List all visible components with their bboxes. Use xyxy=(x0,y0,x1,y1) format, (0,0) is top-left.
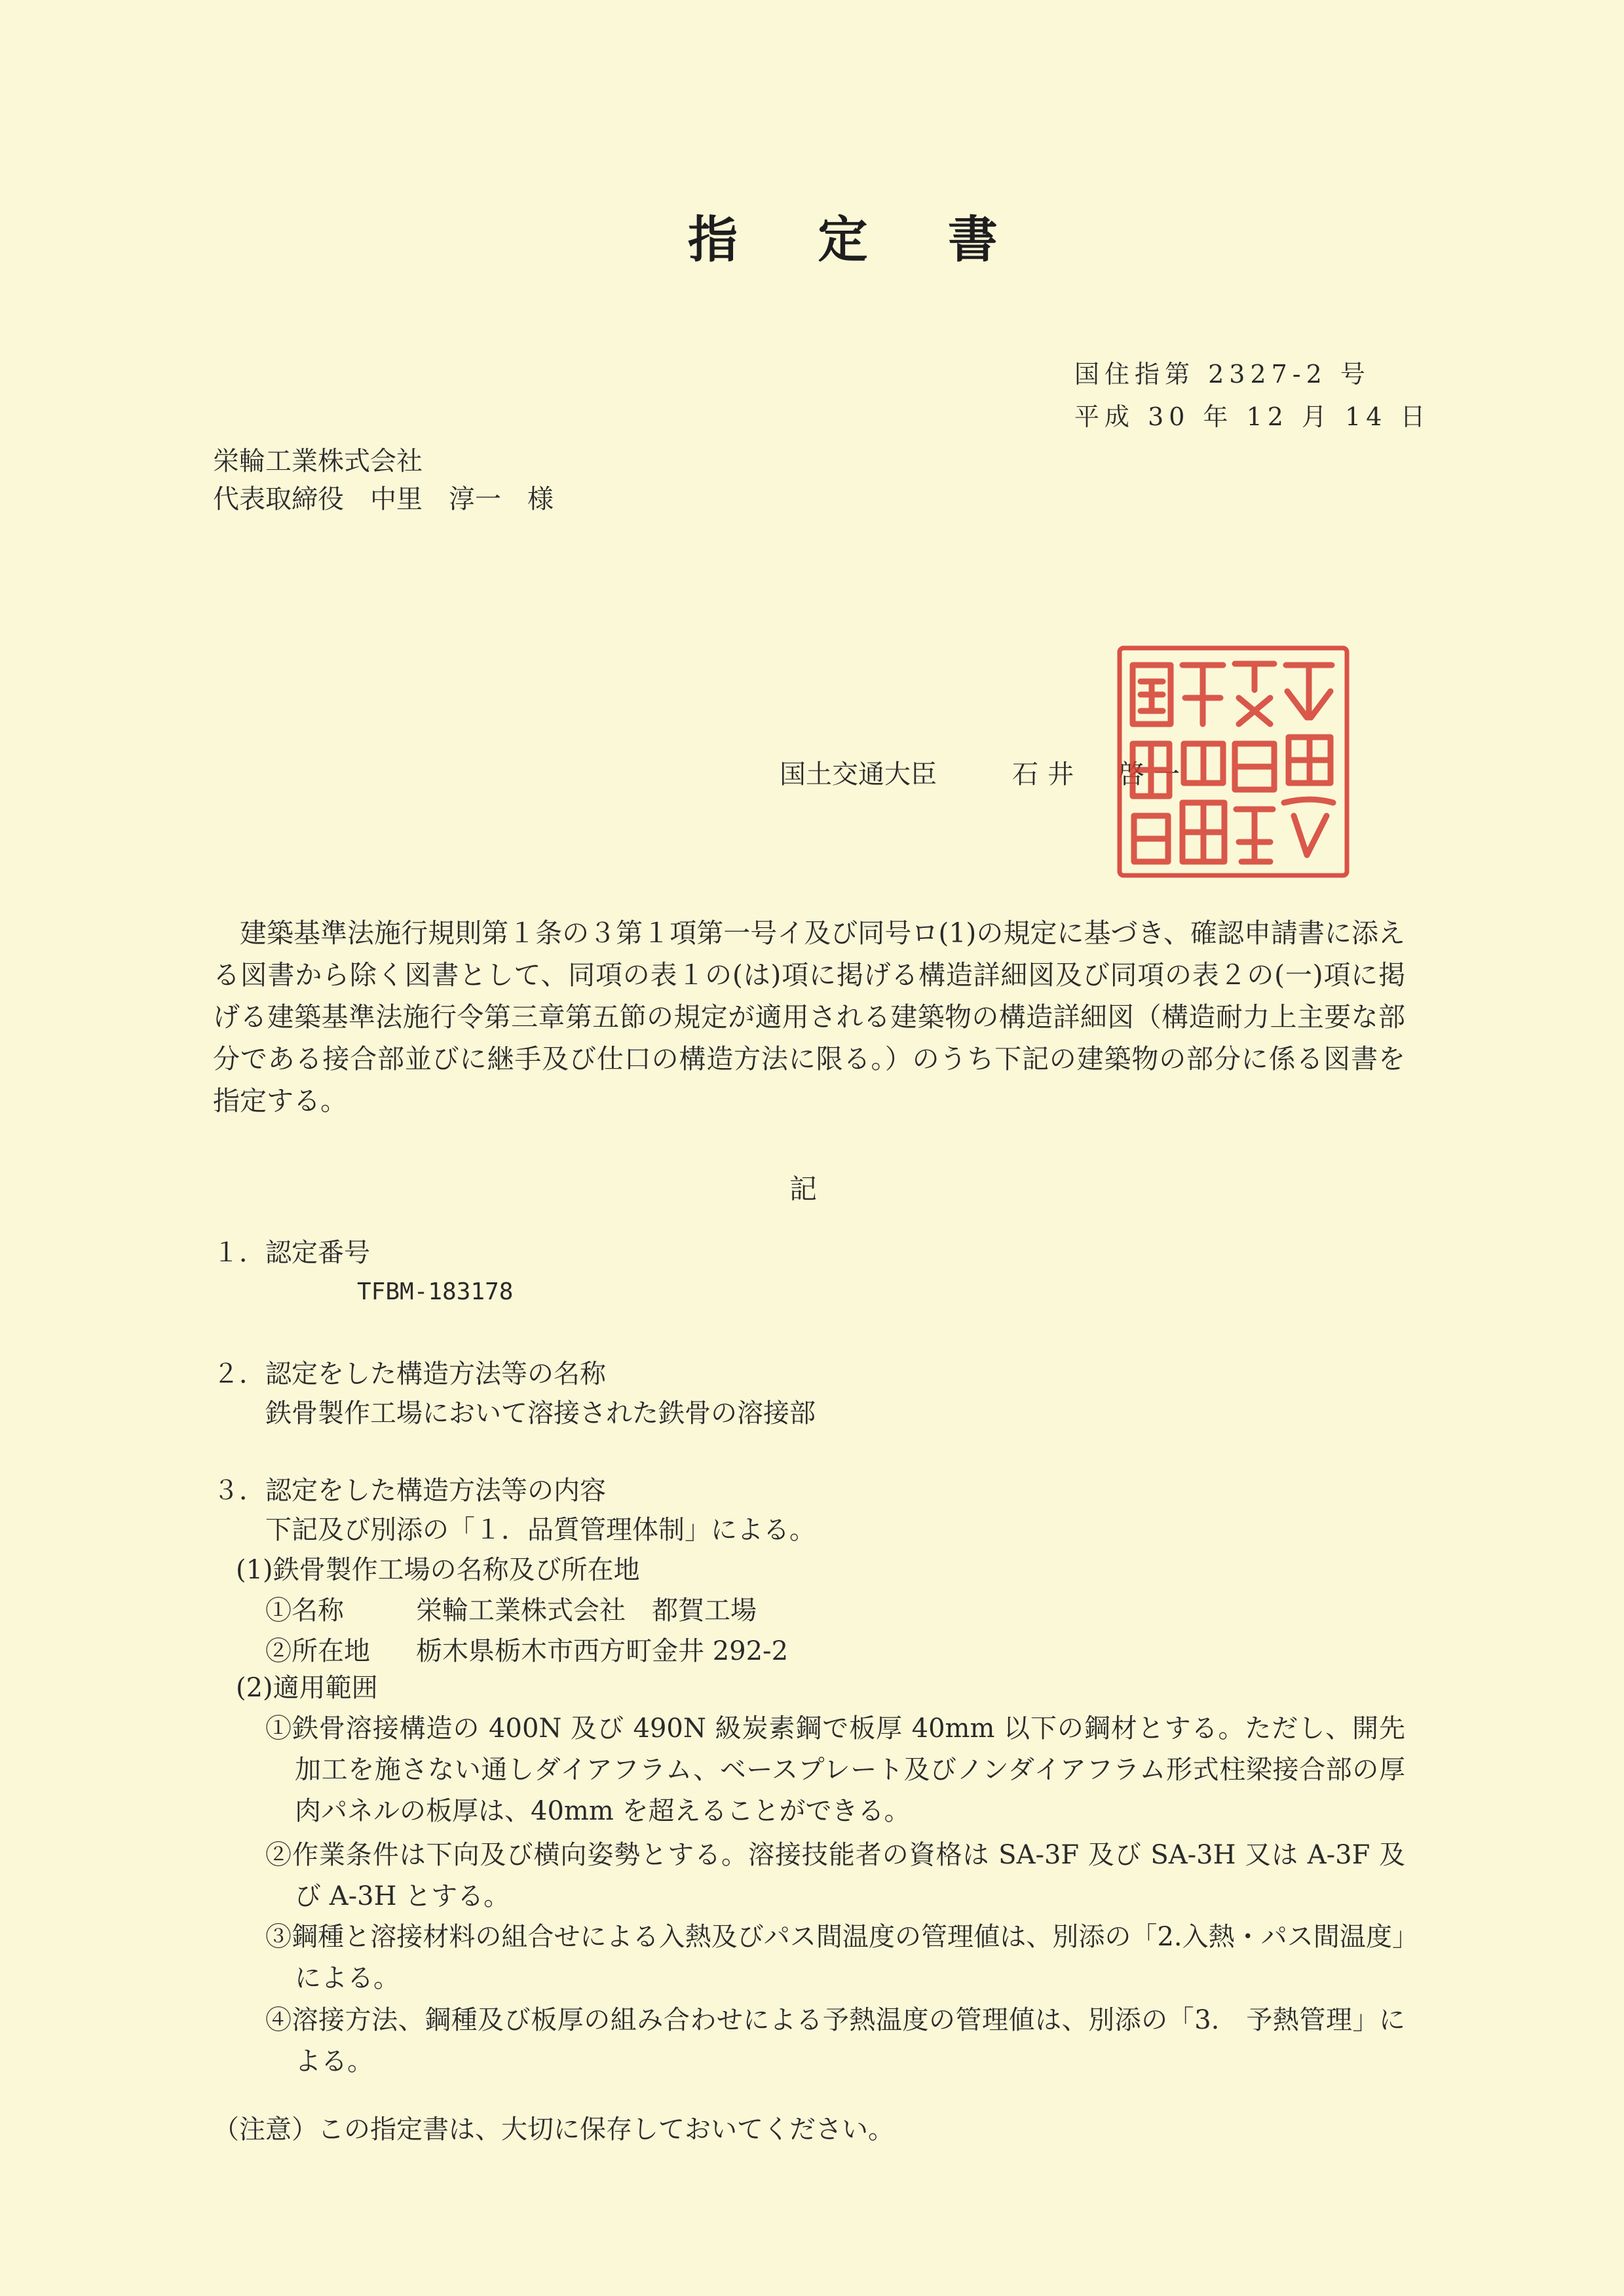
factory-address-row xyxy=(236,1631,788,1672)
section-method-name xyxy=(213,1354,816,1433)
section-heading: 認定をした構造方法等の内容 xyxy=(265,1476,606,1506)
scope-item-text: ②作業条件は下向及び横向姿勢とする。溶接技能者の資格は SA-3F 及び SA-3H 又は A-3F 及び A-3H とする。 xyxy=(265,1840,1405,1911)
section-certification-number xyxy=(213,1233,513,1312)
section-heading: 認定をした構造方法等の名称 xyxy=(265,1359,606,1389)
factory-address-label: ②所在地 xyxy=(265,1636,370,1666)
section-number: ３． xyxy=(213,1476,265,1506)
scope-heading: (2)適用範囲 xyxy=(236,1673,378,1703)
issuer-name: 石井 啓一 xyxy=(1012,759,1189,790)
scope-item xyxy=(265,2000,1405,2082)
section-heading: 認定番号 xyxy=(265,1238,370,1268)
factory-name-label: ①名称 xyxy=(265,1596,344,1626)
factory-address-value: 栃木県栃木市西方町金井 292-2 xyxy=(416,1636,789,1666)
section-number: １． xyxy=(213,1238,265,1268)
section-value: 鉄骨製作工場において溶接された鉄骨の溶接部 xyxy=(265,1398,816,1428)
main-paragraph xyxy=(213,912,1405,1122)
recipient-company: 栄輪工業株式会社 xyxy=(213,446,423,476)
factory-name-row xyxy=(236,1590,788,1631)
scope-item xyxy=(265,1708,1405,1832)
section-value: 下記及び別添の「１．品質管理体制」による。 xyxy=(265,1515,816,1545)
factory-block xyxy=(236,1550,788,1672)
ki-heading: 記 xyxy=(789,1173,818,1205)
issuer-title: 国土交通大臣 xyxy=(780,759,937,790)
scope-item xyxy=(265,1917,1405,1999)
scope-item-text: ④溶接方法、鋼種及び板厚の組み合わせによる予熱温度の管理値は、別添の「3. 予熱管理」による。 xyxy=(265,2005,1405,2076)
document-date: 平成 30 年 12 月 14 日 xyxy=(1074,402,1431,431)
main-paragraph-text: 建築基準法施行規則第１条の３第１項第一号イ及び同号ロ(1)の規定に基づき、確認申請書に添える図書から除く図書として、同項の表１の(は)項に掲げる構造詳細図及び同項の表２の(一)項に掲げる建築基準法施行令第三章第五節の規定が適用される建築物の構造詳細図（構造耐力上主要な部分である接合部並びに継手及び仕口の構造方法に限る。）のうち下記の建築物の部分に係る図書を指定する。 xyxy=(213,917,1405,1117)
page-title: 指 定 書 xyxy=(688,210,1029,269)
document-number: 国住指第 2327-2 号 xyxy=(1074,360,1370,389)
scope-item-text: ①鉄骨溶接構造の 400N 及び 490N 級炭素鋼で板厚 40mm 以下の鋼材とする。ただし、開先加工を施さない通しダイアフラム、ベースプレート及びノンダイアフラム形式柱梁接合部の厚肉パネルの板厚は、40mm を超えることができる。 xyxy=(265,1713,1405,1826)
official-seal-stamp xyxy=(1117,645,1350,878)
note: （注意）この指定書は、大切に保存しておいてください。 xyxy=(213,2114,894,2145)
scope-item xyxy=(265,1835,1405,1917)
section-method-content xyxy=(213,1471,816,1550)
factory-name-value: 栄輪工業株式会社 都賀工場 xyxy=(416,1596,757,1626)
section-value: TFBM-183178 xyxy=(357,1278,514,1305)
scope-item-text: ③鋼種と溶接材料の組合せによる入熱及びパス間温度の管理値は、別添の「2.入熱・パス間温度」による。 xyxy=(265,1922,1405,1993)
recipient-representative: 代表取締役 中里 淳一 様 xyxy=(213,484,554,514)
seal-text: 国土交通大臣之印 xyxy=(1130,871,1135,872)
section-number: ２． xyxy=(213,1359,265,1389)
factory-heading: (1)鉄骨製作工場の名称及び所在地 xyxy=(236,1555,640,1585)
